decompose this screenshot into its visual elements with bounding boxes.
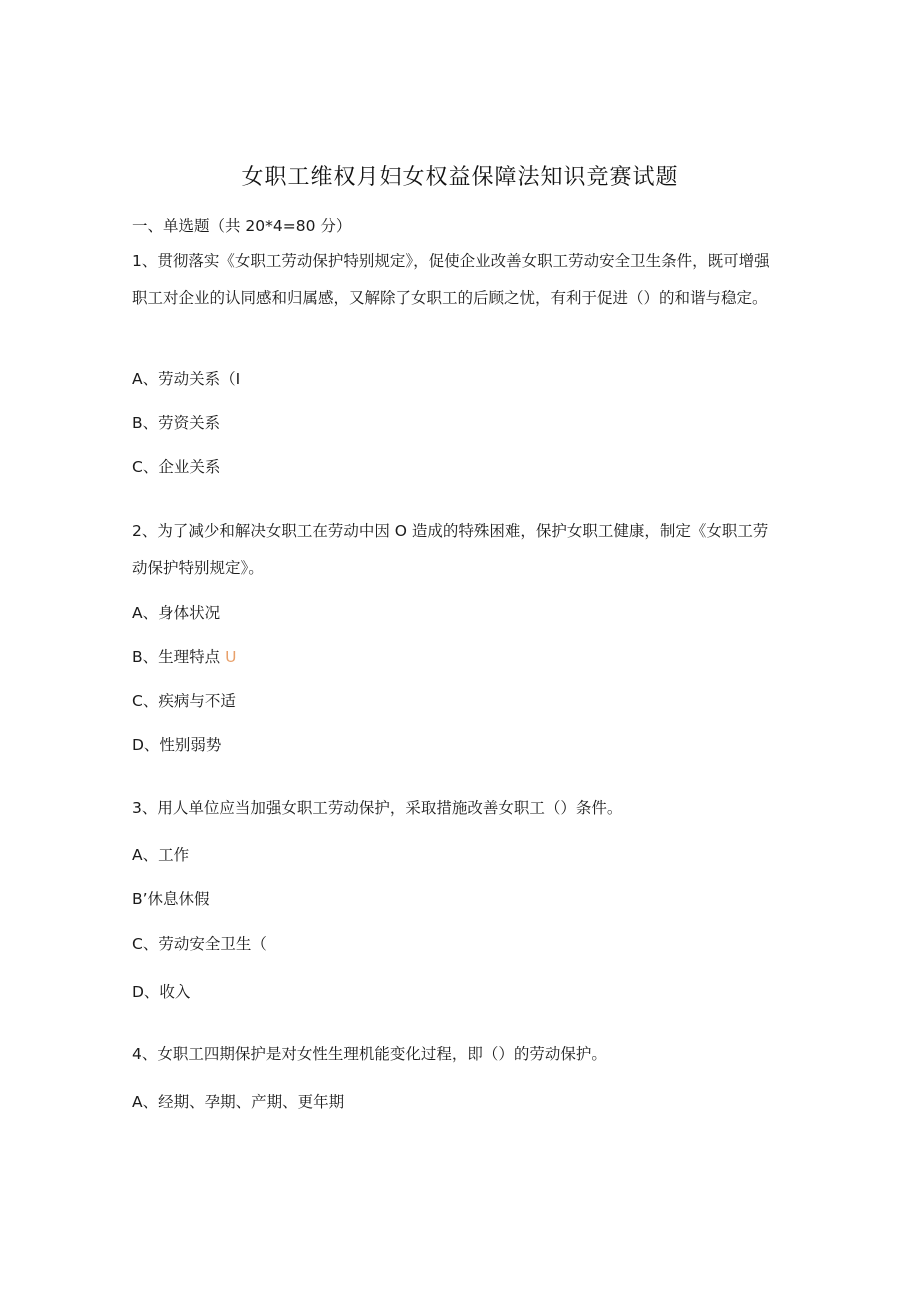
question-2-option-c: C、疾病与不适: [132, 692, 236, 710]
question-2-text: 2、为了减少和解决女职工在劳动中因 O 造成的特殊困难，保护女职工健康，制定《女职工劳动保护特别规定》。: [132, 522, 769, 577]
question-2-option-a: A、身体状况: [132, 604, 221, 622]
question-2-option-b: [132, 647, 236, 667]
question-1-text: 1、贯彻落实《女职工劳动保护特别规定》，促使企业改善女职工劳动安全卫生条件，既可增强职工对企业的认同感和归属感，又解除了女职工的后顾之忧，有利于促进（）的和谐与稳定。: [132, 252, 770, 307]
question-3-option-a: A、工作: [132, 846, 190, 864]
question-1-option-c: C、企业关系: [132, 458, 221, 476]
question-4-option-a: A、经期、孕期、产期、更年期: [132, 1093, 345, 1111]
question-4-text: 4、女职工四期保护是对女性生理机能变化过程，即（）的劳动保护。: [132, 1045, 607, 1063]
question-2-option-b-mark: U: [225, 648, 237, 666]
question-2-option-d: D、性别弱势: [132, 736, 222, 754]
question-3-text: 3、用人单位应当加强女职工劳动保护，采取措施改善女职工（）条件。: [132, 799, 623, 817]
question-1-option-b: B、劳资关系: [132, 414, 221, 432]
question-3-option-c: C、劳动安全卫生（: [132, 935, 267, 953]
question-3-option-d: D、收入: [132, 983, 191, 1001]
section-heading: 一、单选题（共 20*4=80 分）: [132, 217, 352, 235]
question-3-option-b: B’休息休假: [132, 890, 210, 908]
question-1-option-a: A、劳动关系（I: [132, 370, 241, 388]
question-2-option-b-label: B、生理特点: [132, 648, 221, 666]
page-title: 女职工维权月妇女权益保障法知识竞赛试题: [241, 165, 679, 190]
